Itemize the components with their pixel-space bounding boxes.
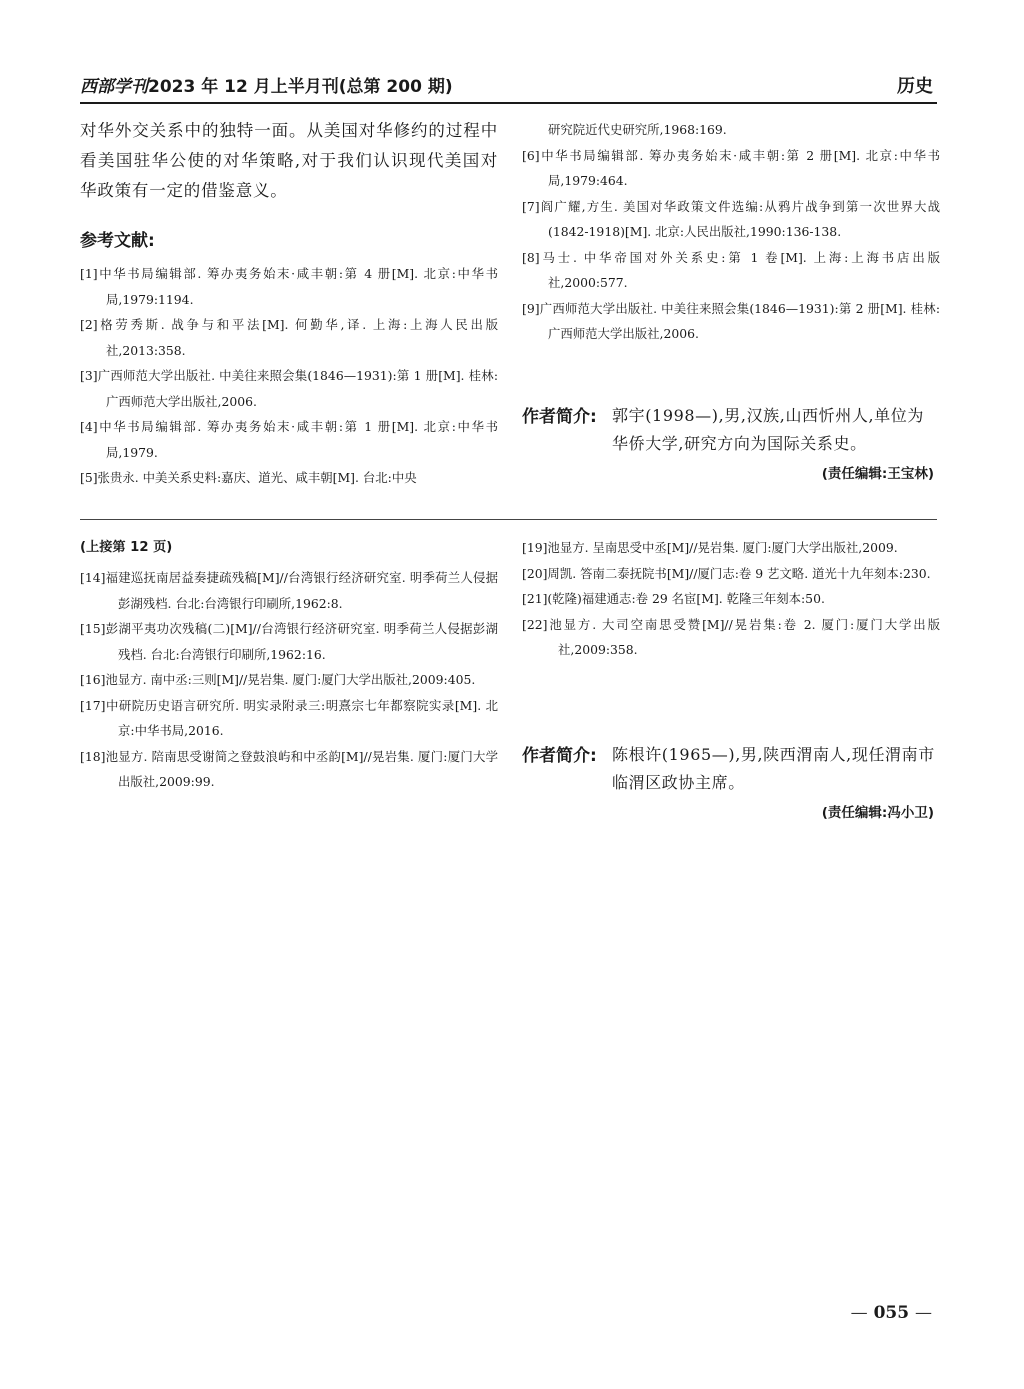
lower-right-column [522,535,940,663]
running-header [80,72,937,100]
author-bio-text: 郭宇(1998—),男,汉族,山西忻州人,单位为华侨大学,研究方向为国际关系史。 [612,406,924,453]
reference-item: [14]福建巡抚南居益奏捷疏残稿[M]//台湾银行经济研究室. 明季荷兰人侵据彭湖残档. 台北:台湾银行印刷所,1962:8. [80,570,498,611]
author-bio-lower [522,741,940,821]
section-label: 历史 [897,76,933,97]
reference-item: [21](乾隆)福建通志:卷 29 名宦[M]. 乾隆三年刻本:50. [522,591,825,606]
journal-title [80,72,453,97]
responsible-editor: (责任编辑:冯小卫) [821,805,934,821]
reference-item: [16]池显方. 南中丞:三则[M]//晃岩集. 厦门:厦门大学出版社,2009:405. [80,672,476,687]
page-dash-left: — [850,1303,868,1323]
page-number-value: 055 [873,1303,910,1323]
reference-item: [1]中华书局编辑部. 筹办夷务始末·咸丰朝:第 4 册[M]. 北京:中华书局,1979:1194. [80,266,498,307]
journal-issue: 2023 年 12 月上半月刊(总第 200 期) [148,77,453,97]
reference-item: [6]中华书局编辑部. 筹办夷务始末·咸丰朝:第 2 册[M]. 北京:中华书局,1979:464. [522,147,940,188]
reference-item: [2]格劳秀斯. 战争与和平法[M]. 何勤华,译. 上海:上海人民出版社,2013:358. [80,317,498,358]
upper-right-column [522,117,940,347]
references-heading: 参考文献: [80,231,155,251]
author-bio-label: 作者简介: [522,746,597,766]
author-bio-text: 陈根许(1965—),男,陕西渭南人,现任渭南市临渭区政协主席。 [612,745,935,792]
reference-item: [9]广西师范大学出版社. 中美往来照会集(1846—1931):第 2 册[M]. 桂林:广西师范大学出版社,2006. [522,300,940,341]
responsible-editor: (责任编辑:王宝林) [821,466,934,482]
reference-continuation: 研究院近代史研究所,1968:169. [548,122,727,137]
continued-note: (上接第 12 页) [80,540,173,555]
section-divider [80,519,937,520]
reference-item: [19]池显方. 呈南思受中丞[M]//晃岩集. 厦门:厦门大学出版社,2009. [522,540,898,555]
reference-item: [15]彭湖平夷功次残稿(二)[M]//台湾银行经济研究室. 明季荷兰人侵据彭湖残档. 台北:台湾银行印刷所,1962:16. [80,621,498,662]
page-dash-right: — [915,1303,932,1323]
reference-item: [20]周凯. 答南二泰抚院书[M]//厦门志:卷 9 艺文略. 道光十九年刻本:230. [522,565,931,581]
upper-left-column [80,116,498,491]
reference-item: [22]池显方. 大司空南思受赞[M]//晃岩集:卷 2. 厦门:厦门大学出版社,2009:358. [522,616,940,657]
author-bio-upper [522,402,940,482]
reference-item: [17]中研院历史语言研究所. 明实录附录三:明熹宗七年都察院实录[M]. 北京:中华书局,2016. [80,697,498,738]
reference-item: [8]马士. 中华帝国对外关系史:第 1 卷[M]. 上海:上海书店出版社,2000:577. [522,249,940,290]
references-list-left [80,261,498,491]
reference-item: [18]池显方. 陪南思受谢简之登鼓浪屿和中丞韵[M]//晃岩集. 厦门:厦门大学出版社,2009:99. [80,748,498,789]
reference-item: [7]阎广耀,方生. 美国对华政策文件选编:从鸦片战争到第一次世界大战(1842-1918)[M]. 北京:人民出版社,1990:136-138. [522,198,940,239]
lower-left-column [80,535,498,795]
reference-item: [3]广西师范大学出版社. 中美往来照会集(1846—1931):第 1 册[M]. 桂林:广西师范大学出版社,2006. [80,368,498,409]
header-rule [80,102,937,104]
reference-item: [4]中华书局编辑部. 筹办夷务始末·咸丰朝:第 1 册[M]. 北京:中华书局,1979. [80,419,498,460]
journal-logo: 西部学刊 [80,77,148,97]
page-number [851,1303,932,1323]
body-paragraph: 对华外交关系中的独特一面。从美国对华修约的过程中看美国驻华公使的对华策略,对于我们认识现代美国对华政策有一定的借鉴意义。 [80,121,498,200]
reference-item: [5]张贵永. 中美关系史料:嘉庆、道光、咸丰朝[M]. 台北:中央 [80,470,417,485]
author-bio-label: 作者简介: [522,407,597,427]
